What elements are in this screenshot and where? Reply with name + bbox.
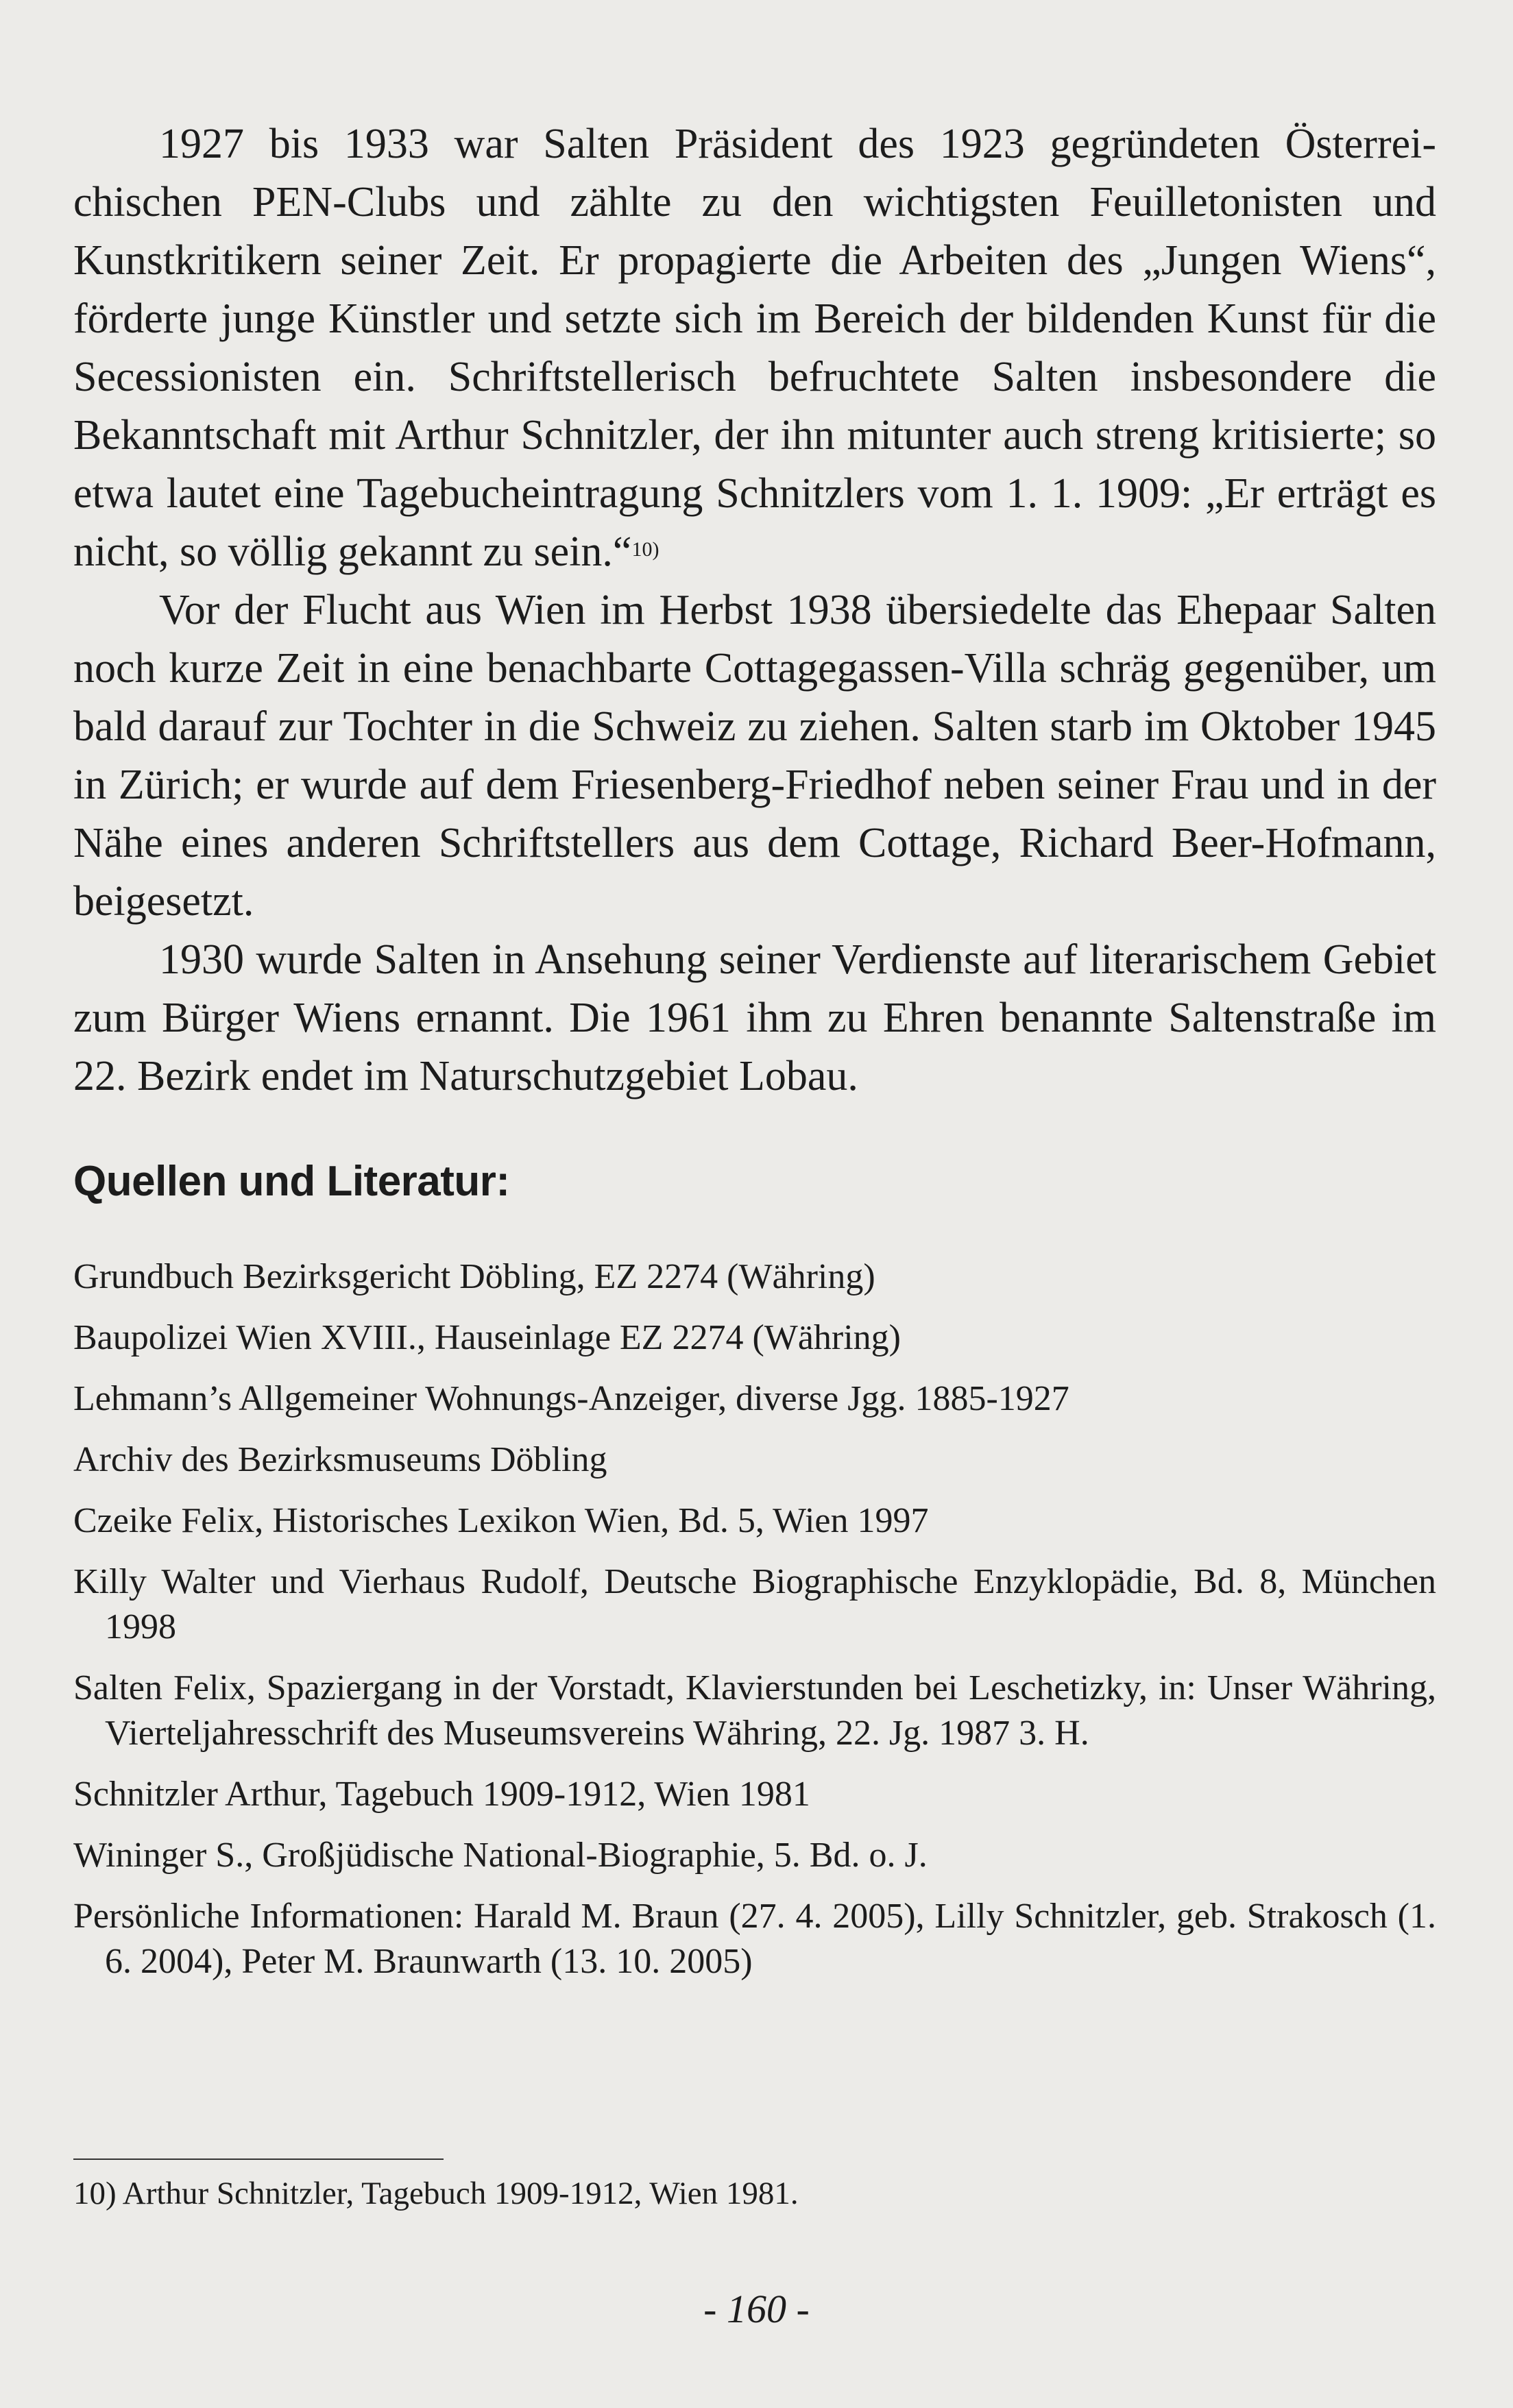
footnote-divider bbox=[73, 2158, 444, 2160]
source-item: Persönliche Informationen: Harald M. Braun (27. 4. 2005), Lilly Schnitzler, geb. Strakosch (1. 6. 2004), Peter M. Braunwarth (13. 10. 2005) bbox=[73, 1897, 1436, 1981]
source-item: Salten Felix, Spaziergang in der Vorstadt, Klavierstunden bei Leschetizky, in: Unser Währing, Vierteljahresschrift des Museumsvereins Währing, 22. Jg. 1987 3. H. bbox=[73, 1668, 1436, 1753]
source-item: Killy Walter und Vierhaus Rudolf, Deutsche Biographische Enzyklopädie, Bd. 8, München 1998 bbox=[73, 1562, 1436, 1646]
footnote: 10) Arthur Schnitzler, Tagebuch 1909-1912, Wien 1981. bbox=[73, 2176, 799, 2211]
source-item: Wininger S., Großjüdische National-Biographie, 5. Bd. o. J. bbox=[73, 1836, 928, 1875]
paragraph-2: Vor der Flucht aus Wien im Herbst 1938 übersiedelte das Ehepaar Salten noch kurze Zeit in eine benachbarte Cottagegassen-Villa schräg gegenüber, um bald darauf zur Tochter in die Schweiz zu ziehen. Salten starb im Oktober 1945 in Zürich; er wurde auf dem Friesenberg-Friedhof neben seiner Frau und in der Nähe eines anderen Schriftstellers aus dem Cottage, Richard Beer-Hofmann, beigesetzt. bbox=[73, 587, 1436, 925]
paragraph-1 bbox=[73, 115, 1436, 581]
source-item: Grundbuch Bezirksgericht Döbling, EZ 2274 (Währing) bbox=[73, 1257, 875, 1296]
main-text bbox=[73, 115, 1436, 1106]
source-item: Schnitzler Arthur, Tagebuch 1909-1912, Wien 1981 bbox=[73, 1775, 810, 1814]
paragraph-3: 1930 wurde Salten in Ansehung seiner Verdienste auf literarischem Gebiet zum Bürger Wiens ernannt. Die 1961 ihm zu Ehren benannte Saltenstraße im 22. Bezirk endet im Naturschutzgebiet Lobau. bbox=[73, 936, 1436, 1099]
page-number: - 160 - bbox=[703, 2287, 810, 2331]
source-item: Baupolizei Wien XVIII., Hauseinlage EZ 2274 (Währing) bbox=[73, 1318, 901, 1357]
source-item: Lehmann’s Allgemeiner Wohnungs-Anzeiger, diverse Jgg. 1885-1927 bbox=[73, 1379, 1069, 1418]
footnote-reference: 10) bbox=[631, 538, 659, 561]
paragraph-1-text: 1927 bis 1933 war Salten Präsident des 1923 gegründeten Österreichischen PEN-Clubs und zählte zu den wichtigsten Feuilletonisten und Kunstkritikern seiner Zeit. Er propagierte die Arbeiten des „Jungen Wiens“, förderte junge Künstler und setzte sich im Bereich der bildenden Kunst für die Secessionisten ein. Schriftstellerisch befruchtete Salten insbesondere die Bekanntschaft mit Arthur Schnitzler, der ihn mitunter auch streng kritisierte; so etwa lautet eine Tagebucheintragung Schnitzlers vom 1. 1. 1909: „Er erträgt es nicht, so völlig gekannt zu sein.“ bbox=[73, 121, 1436, 575]
source-item: Czeike Felix, Historisches Lexikon Wien, Bd. 5, Wien 1997 bbox=[73, 1501, 929, 1540]
sources-heading: Quellen und Literatur: bbox=[73, 1158, 510, 1205]
source-item: Archiv des Bezirksmuseums Döbling bbox=[73, 1440, 607, 1479]
sources-list bbox=[73, 1254, 1436, 2000]
